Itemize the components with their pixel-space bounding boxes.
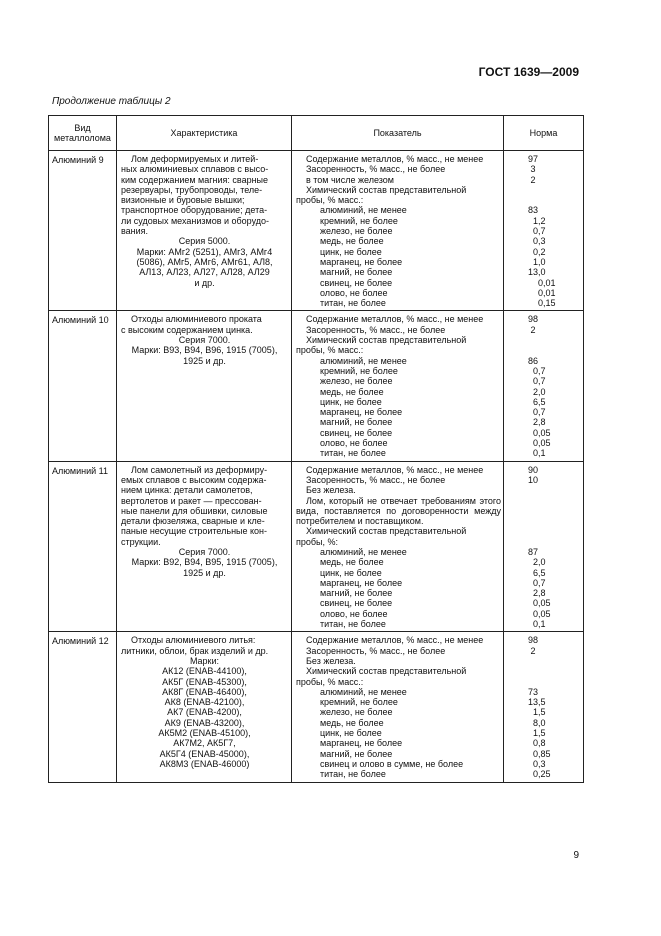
- column-header-characteristic: Характеристика: [117, 116, 292, 151]
- indicator-line: титан, не более: [320, 619, 386, 630]
- indicator-line: Содержание металлов, % масс., не менее: [306, 635, 484, 646]
- norm-value: [528, 185, 581, 195]
- norm-value: 1,5: [528, 728, 546, 739]
- table-header-row: [49, 116, 584, 151]
- indicator-line: Содержание металлов, % масс., не менее: [306, 314, 484, 325]
- norm-value: 97: [528, 154, 539, 164]
- characteristic-line: детали фюзеляжа, сварные и кле-: [121, 516, 265, 527]
- norm-value: [528, 195, 581, 205]
- indicator-line: медь, не более: [320, 236, 384, 247]
- norm-value: [528, 496, 581, 527]
- norm-value: [528, 485, 581, 495]
- series-marks-line: 1925 и др.: [183, 355, 226, 366]
- indicator-line: олово, не более: [320, 438, 388, 449]
- indicator-line: цинк, не более: [320, 246, 382, 257]
- characteristic-line: вания.: [121, 226, 149, 237]
- characteristic-cell: [117, 632, 292, 782]
- indicator-cell: [292, 632, 504, 782]
- indicator-line: медь, не более: [320, 557, 384, 568]
- indicator-line: Засоренность, % масс., не более: [306, 164, 446, 175]
- column-header-indicator: Показатель: [292, 116, 504, 151]
- series-marks-line: АК5М2 (ENAB-45100),: [158, 728, 251, 739]
- norm-value: 83: [528, 205, 539, 216]
- norm-value: 6,5: [528, 396, 546, 407]
- indicator-line: алюминий, не менее: [320, 546, 407, 557]
- series-marks-line: Марки:: [189, 655, 220, 666]
- scrap-type-cell: Алюминий 9: [49, 151, 117, 311]
- indicator-cell: [292, 311, 504, 461]
- indicator-line: титан, не более: [320, 298, 386, 309]
- indicator-line: железо, не более: [320, 226, 393, 237]
- norm-value: [528, 656, 581, 666]
- norm-value: [528, 537, 581, 547]
- indicator-line: свинец, не более: [320, 427, 393, 438]
- norm-value: [528, 677, 581, 687]
- characteristic-cell: [117, 311, 292, 461]
- series-marks-line: и др.: [194, 277, 215, 288]
- characteristic-line: ким содержанием магния: сварные: [121, 174, 269, 185]
- indicator-line: титан, не более: [320, 448, 386, 459]
- indicator-cell: [292, 151, 504, 311]
- characteristic-line: Отходы алюминиевого проката: [131, 314, 262, 325]
- norm-cell: [504, 461, 584, 632]
- norm-value: 2,0: [528, 557, 546, 568]
- norm-value: 1,0: [528, 256, 546, 267]
- norm-value: 2: [528, 645, 536, 656]
- indicator-line: Без железа.: [306, 485, 356, 496]
- indicator-line: железо, не более: [320, 707, 393, 718]
- norm-cell: [504, 151, 584, 311]
- indicator-line: алюминий, не менее: [320, 205, 407, 216]
- indicator-line: цинк, не более: [320, 567, 382, 578]
- indicator-line: свинец, не более: [320, 598, 393, 609]
- characteristic-line: струкции.: [121, 536, 161, 547]
- norm-value: 0,8: [528, 738, 546, 749]
- indicator-line: Лом, который не отвечает требованиям этого вида, поставляется по договоренности между потребителем и поставщиком.: [296, 495, 501, 527]
- characteristic-line: транспортное оборудование; дета-: [121, 205, 268, 216]
- characteristic-cell: [117, 151, 292, 311]
- norm-value: 0,05: [528, 438, 551, 449]
- series-marks-line: Марки: АМг2 (5251), АМг3, АМг4: [136, 246, 273, 257]
- norm-value: 2: [528, 174, 536, 185]
- norm-value: 10: [528, 474, 539, 485]
- indicator-line: медь, не более: [320, 717, 384, 728]
- norm-value: 0,7: [528, 407, 546, 418]
- indicator-line: магний, не более: [320, 748, 393, 759]
- series-marks-line: Марки: В92, В94, В95, 1915 (7005),: [131, 557, 278, 568]
- norm-value: 90: [528, 464, 539, 475]
- norm-value: 0,7: [528, 365, 546, 376]
- norm-value: 0,7: [528, 577, 546, 588]
- series-marks-line: Серия 5000.: [178, 236, 231, 247]
- norm-value: 86: [528, 355, 539, 366]
- norm-value: 0,2: [528, 246, 546, 257]
- norm-value: 13,0: [528, 267, 546, 278]
- indicator-line: Засоренность, % масс., не более: [306, 474, 446, 485]
- norm-value: 13,5: [528, 697, 546, 708]
- norm-value: 1,2: [528, 215, 546, 226]
- norm-value: [528, 666, 581, 676]
- norm-value: [528, 335, 581, 345]
- characteristic-line: емых сплавов с высоким содержа-: [121, 474, 267, 485]
- series-marks-line: АК8М3 (ENAB-46000): [159, 758, 250, 769]
- norm-value: 0,25: [528, 769, 551, 780]
- series-marks-line: АК12 (ENAB-44100),: [162, 666, 247, 677]
- series-marks-line: Серия 7000.: [178, 335, 231, 346]
- indicator-line: Без железа.: [306, 655, 356, 666]
- series-marks-line: 1925 и др.: [183, 567, 226, 578]
- series-marks-line: Марки: В93, В94, В96, 1915 (7005),: [131, 345, 278, 356]
- characteristic-line: литники, облои, брак изделий и др.: [121, 645, 269, 656]
- indicator-line: магний, не более: [320, 267, 393, 278]
- norm-cell: [504, 632, 584, 782]
- norm-value: 0,01: [528, 287, 556, 298]
- indicator-line: кремний, не более: [320, 215, 398, 226]
- norm-value: 2: [528, 324, 536, 335]
- indicator-line: пробы, % масс.:: [296, 345, 364, 356]
- norm-value: 0,7: [528, 376, 546, 387]
- norm-value: 0,05: [528, 427, 551, 438]
- characteristic-line: нием цинка: детали самолетов,: [121, 485, 253, 496]
- series-marks-line: АК5Г (ENAB-45300),: [162, 676, 247, 687]
- table-row: [49, 311, 584, 461]
- indicator-line: марганец, не более: [320, 407, 403, 418]
- scrap-type-cell: Алюминий 11: [49, 461, 117, 632]
- characteristic-line: ли судовых механизмов и оборудо-: [121, 215, 270, 226]
- norm-value: 0,01: [528, 277, 556, 288]
- indicator-line: марганец, не более: [320, 256, 403, 267]
- series-marks-line: (5086), АМг5, АМг6, АМг61, АЛ8,: [136, 256, 273, 267]
- norm-value: 2,8: [528, 417, 546, 428]
- norm-value: 2,8: [528, 588, 546, 599]
- indicator-line: Засоренность, % масс., не более: [306, 324, 446, 335]
- indicator-line: медь, не более: [320, 386, 384, 397]
- norm-value: 0,7: [528, 226, 546, 237]
- indicator-line: алюминий, не менее: [320, 686, 407, 697]
- indicator-line: Химический состав представительной: [306, 335, 467, 346]
- norm-value: [528, 526, 581, 536]
- norm-value: 98: [528, 635, 539, 646]
- indicator-line: марганец, не более: [320, 738, 403, 749]
- standard-designation: ГОСТ 1639—2009: [478, 65, 579, 79]
- norm-value: 0,85: [528, 748, 551, 759]
- norm-cell: [504, 311, 584, 461]
- indicator-line: в том числе железом: [306, 174, 394, 185]
- norm-value: 0,05: [528, 608, 551, 619]
- norm-value: 87: [528, 546, 539, 557]
- norm-value: 73: [528, 686, 539, 697]
- characteristic-line: ные панели для обшивки, силовые: [121, 505, 268, 516]
- norm-value: 3: [528, 164, 536, 175]
- indicator-line: магний, не более: [320, 588, 393, 599]
- scrap-type-cell: Алюминий 12: [49, 632, 117, 782]
- series-marks-line: АК8 (ENAB-42100),: [164, 697, 245, 708]
- indicator-line: железо, не более: [320, 376, 393, 387]
- indicator-line: Содержание металлов, % масс., не менее: [306, 464, 484, 475]
- indicator-line: свинец, не более: [320, 277, 393, 288]
- scrap-type-cell: Алюминий 10: [49, 311, 117, 461]
- indicator-line: марганец, не более: [320, 577, 403, 588]
- norm-value: 0,3: [528, 758, 546, 769]
- norm-value: 1,5: [528, 707, 546, 718]
- indicator-line: олово, не более: [320, 287, 388, 298]
- characteristic-line: с высоким содержанием цинка.: [121, 324, 253, 335]
- norm-value: 0,3: [528, 236, 546, 247]
- indicator-line: магний, не более: [320, 417, 393, 428]
- indicator-line: цинк, не более: [320, 396, 382, 407]
- characteristic-line: ных алюминиевых сплавов с высо-: [121, 164, 269, 175]
- series-marks-line: АЛ13, АЛ23, АЛ27, АЛ28, АЛ29: [139, 267, 270, 278]
- norm-value: 0,05: [528, 598, 551, 609]
- indicator-line: титан, не более: [320, 769, 386, 780]
- table-continuation-caption: Продолжение таблицы 2: [52, 96, 171, 107]
- table-row: [49, 461, 584, 632]
- series-marks-line: АК7 (ENAB-4200),: [167, 707, 242, 718]
- indicator-line: пробы, %:: [296, 536, 339, 547]
- indicator-line: свинец и олово в сумме, не более: [320, 758, 464, 769]
- indicator-line: олово, не более: [320, 608, 388, 619]
- indicator-line: цинк, не более: [320, 728, 382, 739]
- norm-value: 6,5: [528, 567, 546, 578]
- indicator-line: алюминий, не менее: [320, 355, 407, 366]
- indicator-line: Содержание металлов, % масс., не менее: [306, 154, 484, 164]
- page-number: 9: [573, 850, 579, 861]
- scrap-spec-table: [48, 115, 584, 783]
- table-row: [49, 151, 584, 311]
- norm-value: 0,15: [528, 298, 556, 309]
- characteristic-line: паные несущие строительные кон-: [121, 526, 268, 537]
- series-marks-line: АК7М2, АК5Г7,: [173, 738, 236, 749]
- indicator-line: кремний, не более: [320, 365, 398, 376]
- norm-value: 0,1: [528, 448, 546, 459]
- indicator-line: кремний, не более: [320, 697, 398, 708]
- characteristic-line: визионные и буровые вышки;: [121, 195, 245, 206]
- indicator-cell: [292, 461, 504, 632]
- norm-value: 2,0: [528, 386, 546, 397]
- indicator-line: Химический состав представительной: [306, 666, 467, 677]
- characteristic-line: вертолетов и ракет — прессован-: [121, 495, 262, 506]
- indicator-line: Химический состав представительной: [306, 526, 467, 537]
- series-marks-line: АК5Г4 (ENAB-45000),: [159, 748, 250, 759]
- indicator-line: пробы, % масс.:: [296, 676, 364, 687]
- norm-value: [528, 345, 581, 355]
- table-row: [49, 632, 584, 782]
- characteristic-line: резервуары, трубопроводы, теле-: [121, 184, 263, 195]
- norm-value: 0,1: [528, 619, 546, 630]
- norm-value: 98: [528, 314, 539, 325]
- indicator-line: Химический состав представительной: [306, 184, 467, 195]
- series-marks-line: АК8Г (ENAB-46400),: [162, 686, 247, 697]
- characteristic-line: Лом самолетный из деформиру-: [131, 464, 268, 475]
- column-header-norm: Норма: [504, 116, 584, 151]
- characteristic-line: Лом деформируемых и литей-: [131, 154, 259, 164]
- series-marks-line: АК9 (ENAB-43200),: [164, 717, 245, 728]
- indicator-line: пробы, % масс.:: [296, 195, 364, 206]
- norm-value: 8,0: [528, 717, 546, 728]
- column-header-type: Вид металлолома: [49, 116, 117, 151]
- series-marks-line: Серия 7000.: [178, 546, 231, 557]
- characteristic-line: Отходы алюминиевого литья:: [131, 635, 256, 646]
- characteristic-cell: [117, 461, 292, 632]
- indicator-line: Засоренность, % масс., не более: [306, 645, 446, 656]
